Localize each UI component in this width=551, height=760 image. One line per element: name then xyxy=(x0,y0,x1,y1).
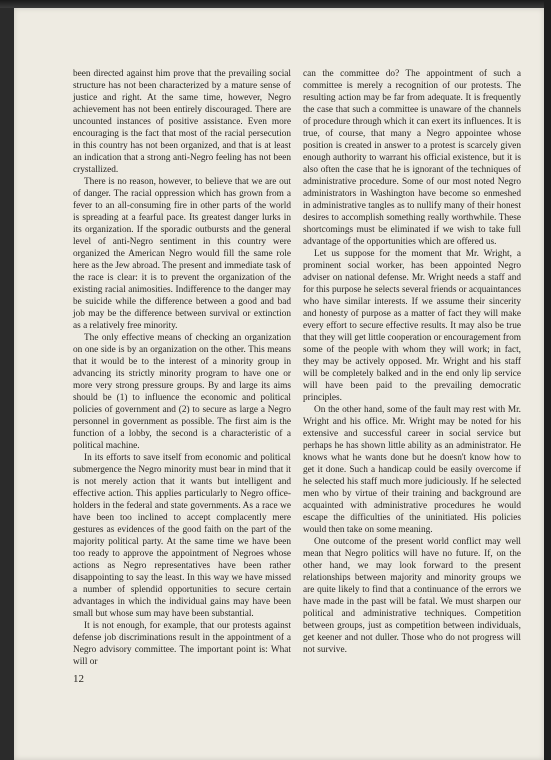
left-column xyxy=(73,68,291,668)
right-column xyxy=(303,68,521,656)
paragraph: There is no reason, however, to believe that we are out of danger. The racial oppression which has grown from a fever to an all-consuming fire in other parts of the world is spreading at a fearful pace. Its greatest danger lurks in its organization. If the sporadic outbursts and the general level of anti-Negro sentiment in this country were organized the American Negro would fill the same role here as the Jew abroad. The present and immediate task of the race is clear: it is to prevent the organization of the existing racial animosities. Indifference to the danger may be suicide while the difference between a good and bad job may be the difference between survival or extinction as a relatively free minority. xyxy=(73,177,291,331)
paragraph: It is not enough, for example, that our protests against defense job discriminations result in the appointment of a Negro advisory committee. The important point is: What will or xyxy=(73,621,291,667)
scan-border xyxy=(544,0,551,760)
paragraph: On the other hand, some of the fault may rest with Mr. Wright and his office. Mr. Wright may be noted for his extensive and successful career in social service but perhaps he has shown little ability as an administrator. He knows what he wants done but he doesn't know how to get it done. Such a handicap could be easily overcome if he selected his staff much more judiciously. If he selected men who by virtue of their training and background are acquainted with administrative procedures he would escape the difficulties of the uninitiated. His policies would then take on some meaning. xyxy=(303,405,521,535)
paragraph: The only effective means of checking an organization on one side is by an organization on the other. This means that it would be to the interest of a minority group in advancing its strictly minority program to have one or more very strong pressure groups. By and large its aims should be (1) to influence the economic and political policies of government and (2) to secure as large a Negro personnel in government as possible. The first aim is the function of a lobby, the second is a characteristic of a political machine. xyxy=(73,333,291,451)
paragraph: In its efforts to save itself from economic and political submergence the Negro minority must bear in mind that it is not merely action that it wants but intelligent and effective action. This applies particularly to Negro office-holders in the federal and state governments. As a race we have been too inclined to accept complacently mere gestures as evidences of the good faith on the part of the majority political party. At the same time we have been too ready to approve the appointment of Negroes whose actions as Negro representatives have been rather disappointing to say the least. In this way we have missed a number of splendid opportunities to secure certain advantages in which the individual gains may have been small but whose sum may have been substantial. xyxy=(73,453,291,619)
scan-edge xyxy=(0,0,551,8)
paragraph: been directed against him prove that the prevailing social structure has not been characterized by a mature sense of justice and right. At the same time, however, Negro achievement has not been entirely discouraged. There are uncounted instances of positive assistance. Even more encouraging is the fact that most of the racial persecution in this country has not been organized, and that is at least an indication that a strong anti-Negro feeling has not been crystallized. xyxy=(73,69,291,175)
paragraph: Let us suppose for the moment that Mr. Wright, a prominent social worker, has been appointed Negro adviser on national defense. Mr. Wright needs a staff and for this purpose he selects several friends or acquaintances who have similar interests. If we assume their sincerity and honesty of purpose as a matter of fact they will make every effort to secure effective results. It may also be true that they will get little cooperation or encouragement from some of the people with whom they will work; in fact, they may be actively opposed. Mr. Wright and his staff will be completely balked and in the end only lip service will have been paid to the prevailing democratic principles. xyxy=(303,249,521,403)
page-number: 12 xyxy=(73,673,84,685)
document-page xyxy=(14,8,544,760)
paragraph: One outcome of the present world conflict may well mean that Negro politics will have no future. If, on the other hand, we may look forward to the present relationships between majority and minority groups we are quite likely to find that a continuance of the errors we have made in the past will be fatal. We must sharpen our political and administrative techniques. Competition between groups, just as competition between individuals, get keener and not duller. Those who do not progress will not survive. xyxy=(303,537,521,655)
paragraph: can the committee do? The appointment of such a committee is merely a recognition of our protests. The resulting action may be far from adequate. It is frequently the case that such a committee is unaware of the channels of procedure through which it can exert its influences. It is true, of course, that many a Negro appointee whose position is created in answer to a protest is scarcely given enough authority to warrant his official existence, but it is also often the case that he is ignorant of the techniques of administrative procedure. Some of our most noted Negro administrators in Washington have become so enmeshed in administrative tangles as to nullify many of their honest desires to accomplish something really worthwhile. These shortcomings must be eliminated if we wish to take full advantage of the opportunities which are offered us. xyxy=(303,69,521,247)
